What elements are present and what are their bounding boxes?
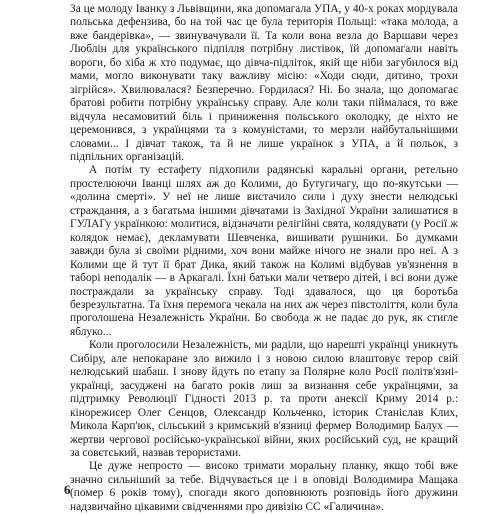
body-text <box>70 3 458 514</box>
paragraph: За це молоду Іванку з Львівщини, яка допомагала УПА, у 40-х роках мордувала польська дефензива, бо на той час це була територія Польщі: «така молода, а вже бандерівка», — звинувачували її. Та коли вона везла до Варшави через Люблін для українського підпілля потрібну листівок, їй допомагали навіть вороги, бо хіба ж хто подумає, що дівча-підліток, якій ще ніби загубилося від мами, могло виконувати таку важливу місію: «Ходи сюди, дитино, трохи зігрійся». Хвилювалася? Безперечно. Гордилася? Ні. Бо знала, що допомагає братові робити потрібну українську справу. Але коли таки піймалася, то вже відчула несамовитий біль і приниження польського околодку, де ніхто не церемонився, з українцями та з комуністами, то мерзли найбутальнішими словами... І дівчат також, та й не лише українок з УПА, а й польок, з підпільних організацій. <box>70 3 458 163</box>
paragraph: Це дуже непросто — високо тримати моральну планку, якщо тобі вже значно сильніший за тебе. Відчувається це і в оповіді Володимира Мащака (помер 6 років тому), спогади якого доповнюють розповідь його дружини надзвичайно цікавими свідченнями про дивізію СС «Галичина». <box>70 460 458 513</box>
page-number: 6 <box>64 482 71 497</box>
paragraph: Коли проголосили Незалежність, ми раділи, що нарешті українці уникнуть Сибіру, але непокаране зло вижило і з новою силою влаштовує терор свій нелюдський шабаш. І знову йдуть по етапу за Полярне коло Росії політв'язні-українці, засуджені на багато років лиш за визнання себе українцями, за підтримку Революції Гідності 2013 р. та проти анексії Криму 2014 р.: кінорежисер Олег Сенцов, Олександр Кольченко, історик Станіслав Клих, Микола Карп'юк, сільський з кримський в'язниці фермер Володимир Балух — жертви чергової російсько-української війни, яких російський суд, не кращий за совєтський, назвав терористами. <box>70 339 458 459</box>
paragraph: А потім ту естафету підхопили радянські каральні органи, ретельно простелюючи Іванці шлях аж до Колими, до Бутугичагу, що по-якутськи — «долина смерті». У неї не лише вистачило сили і духу знести нелюдські страждання, а з багатьма іншими дівчатами із Західної України залишатися в ГУЛАГу українкою: молитися, відзначати релігійні свята, колядувати (у Росії ж колядок немає), декламувати Шевченка, вишивати рушники. Бо думками завжди була зі своїми рідними, хоч вони майже нічого не знали про неї. А з Колими ще й тут її брат Дика, який також на Колимі відбував ув'язнення в таборі неподалік — в Аркагалі. Їхні батьки мали четверо дітей, і всі вони дуже постраждали за українську справу. Тоді здавалося, що ця боротьба безрезультатна. Та їхня перемога чекала на них аж через півстоліття, коли була проголошена Незалежність України. Бо свобода ж не падає до рук, як стигле яблуко... <box>70 164 458 338</box>
